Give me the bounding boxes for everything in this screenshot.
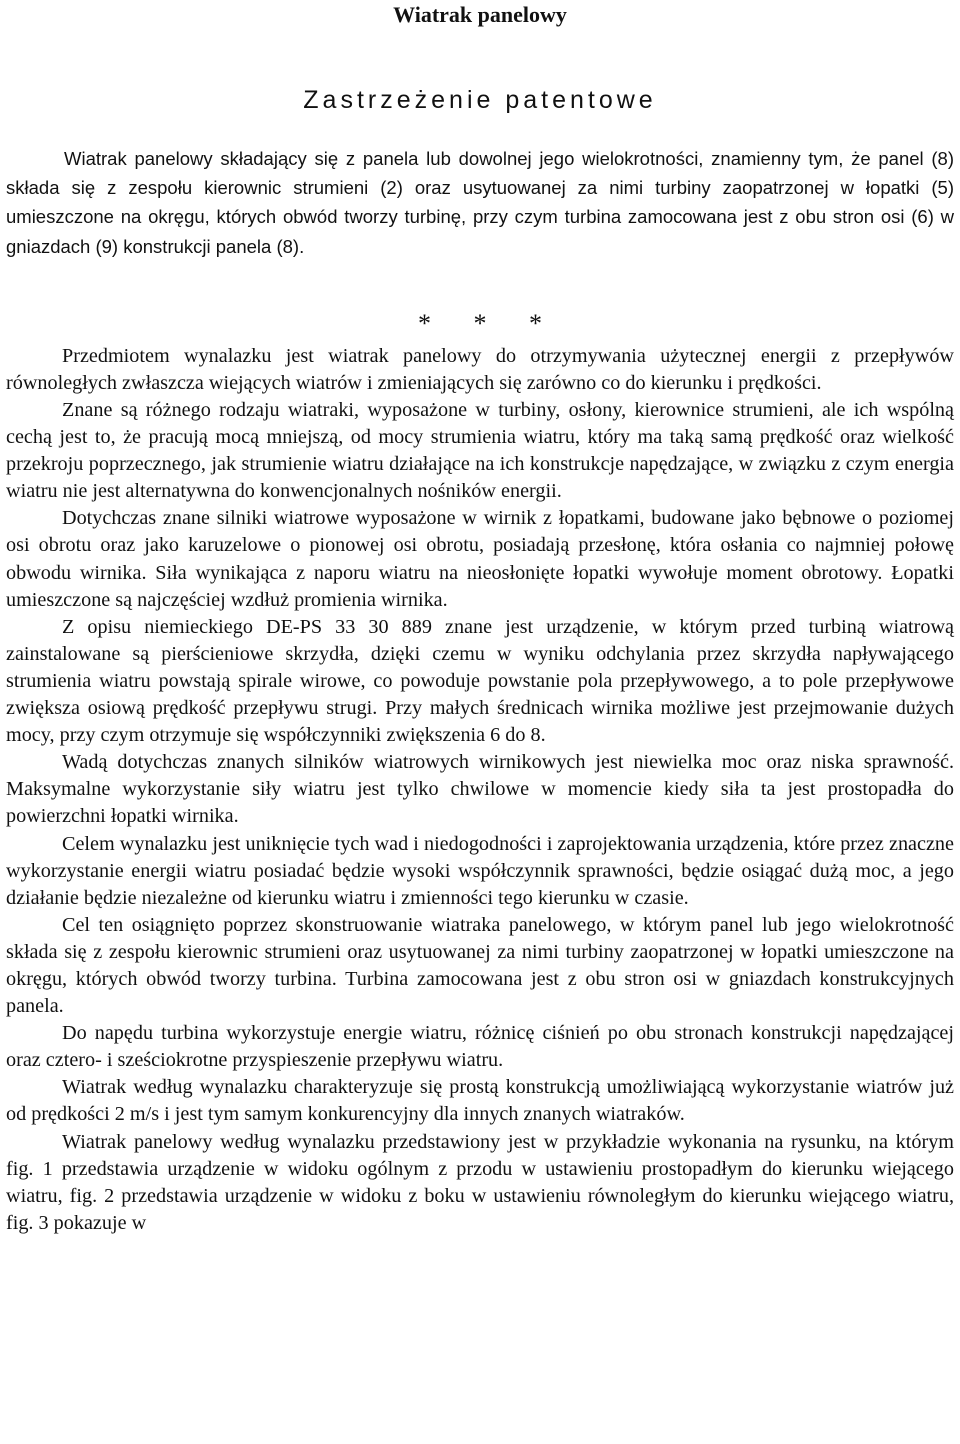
paragraph: Dotychczas znane silniki wiatrowe wyposażone w wirnik z łopatkami, budowane jako bębnowe o poziomej osi obrotu oraz jako karuzelowe o pionowej osi obrotu, posiadają przesłonę, która osłania co najmniej połowę obwodu wirnika. Siła wynikająca z naporu wiatru na nieosłonięte łopatki wywołuje moment obrotowy. Łopatki umieszczone są najczęściej wzdłuż promienia wirnika. xyxy=(6,507,954,611)
paragraph: Wiatrak panelowy według wynalazku przedstawiony jest w przykładzie wykonania na rysunku, na którym fig. 1 przedstawia urządzenie w widoku ogólnym z przodu w ustawieniu prostopadłym do kierunku wiejącego wiatru, fig. 2 przedstawia urządzenie w widoku z boku w ustawieniu równoległym do kierunku wiejącego wiatru, fig. 3 pokazuje w xyxy=(6,1130,954,1234)
document-title: Wiatrak panelowy xyxy=(393,2,567,27)
paragraph: Do napędu turbina wykorzystuje energie wiatru, różnicę ciśnień po obu stronach konstrukcji napędzającej oraz cztero- i sześciokrotne przyspieszenie przepływu wiatru. xyxy=(6,1022,954,1072)
paragraph: Przedmiotem wynalazku jest wiatrak panelowy do otrzymywania użytecznej energii z przepływów równoległych zwłaszcza wiejących wiatrów i zmieniających się zarówno co do kierunku i prędkości. xyxy=(6,344,954,394)
claim-heading: Zastrzeżenie patentowe xyxy=(303,86,657,114)
paragraph: Wiatrak według wynalazku charakteryzuje się prostą konstrukcją umożliwiającą wykorzystanie wiatrów już od prędkości 2 m/s i jest tym samym konkurencyjny dla innych znanych wiatraków. xyxy=(6,1076,954,1126)
paragraph: Wadą dotychczas znanych silników wiatrowych wirnikowych jest niewielka moc oraz niska sprawność. Maksymalne wykorzystanie siły wiatru jest tylko chwilowe w momencie kiedy siła ta jest prostopadła do powierzchni łopatki wirnika. xyxy=(6,751,954,828)
document-page xyxy=(6,0,954,1237)
section-separator: * * * xyxy=(418,308,560,338)
claim-paragraph: Wiatrak panelowy składający się z panela lub dowolnej jego wielokrotności, znamienny tym, że panel (8) składa się z zespołu kierownic strumieni (2) oraz usytuowanej za nimi turbiny zaopatrzonej w łopatki (5) umieszczone na okręgu, których obwód tworzy turbinę, przy czym turbina zamocowana jest z obu stron osi (6) w gniazdach (9) konstrukcji panela (8). xyxy=(6,148,954,257)
paragraph: Cel ten osiągnięto poprzez skonstruowanie wiatraka panelowego, w którym panel lub jego wielokrotność składa się z zespołu kierownic strumieni oraz usytuowanej za nimi turbiny zaopatrzonej w łopatki umieszczone na okręgu, których obwód tworzy turbina. Turbina zamocowana jest z obu stron osi w gniazdach konstrukcyjnych panela. xyxy=(6,913,954,1018)
description-body xyxy=(6,343,954,1237)
paragraph: Znane są różnego rodzaju wiatraki, wyposażone w turbiny, osłony, kierownice strumieni, ale ich wspólną cechą jest to, że pracują mocą mniejszą, od mocy strumienia wiatru, który ma taką samą prędkość oraz wielkość przekroju poprzecznego, jak strumienie wiatru działające na ich konstrukcje napędzające, w związku z czym energia wiatru nie jest alternatywna do konwencjonalnych nośników energii. xyxy=(6,399,954,503)
paragraph: Z opisu niemieckiego DE-PS 33 30 889 znane jest urządzenie, w którym przed turbiną wiatrową zainstalowane są pierścieniowe skrzydła, dzięki czemu w wyniku odchylania przez skrzydła napływającego strumienia wiatru powstają spirale wirowe, co powoduje powstanie pola przepływowego, a to pole przepływowe zwiększa osiową prędkość przepływu strugi. Przy małych średnicach wirnika możliwe jest przejmowanie dużych mocy, przy czym otrzymuje się współczynniki zwiększenia 6 do 8. xyxy=(6,615,954,747)
paragraph: Celem wynalazku jest uniknięcie tych wad i niedogodności i zaprojektowania urządzenia, które przez znaczne wykorzystanie energii wiatru posiadać będzie wysoki współczynnik sprawności, będzie osiągać dużą moc, a jego działanie będzie niezależne od kierunku wiatru i zmienności tego kierunku w czasie. xyxy=(6,832,954,909)
